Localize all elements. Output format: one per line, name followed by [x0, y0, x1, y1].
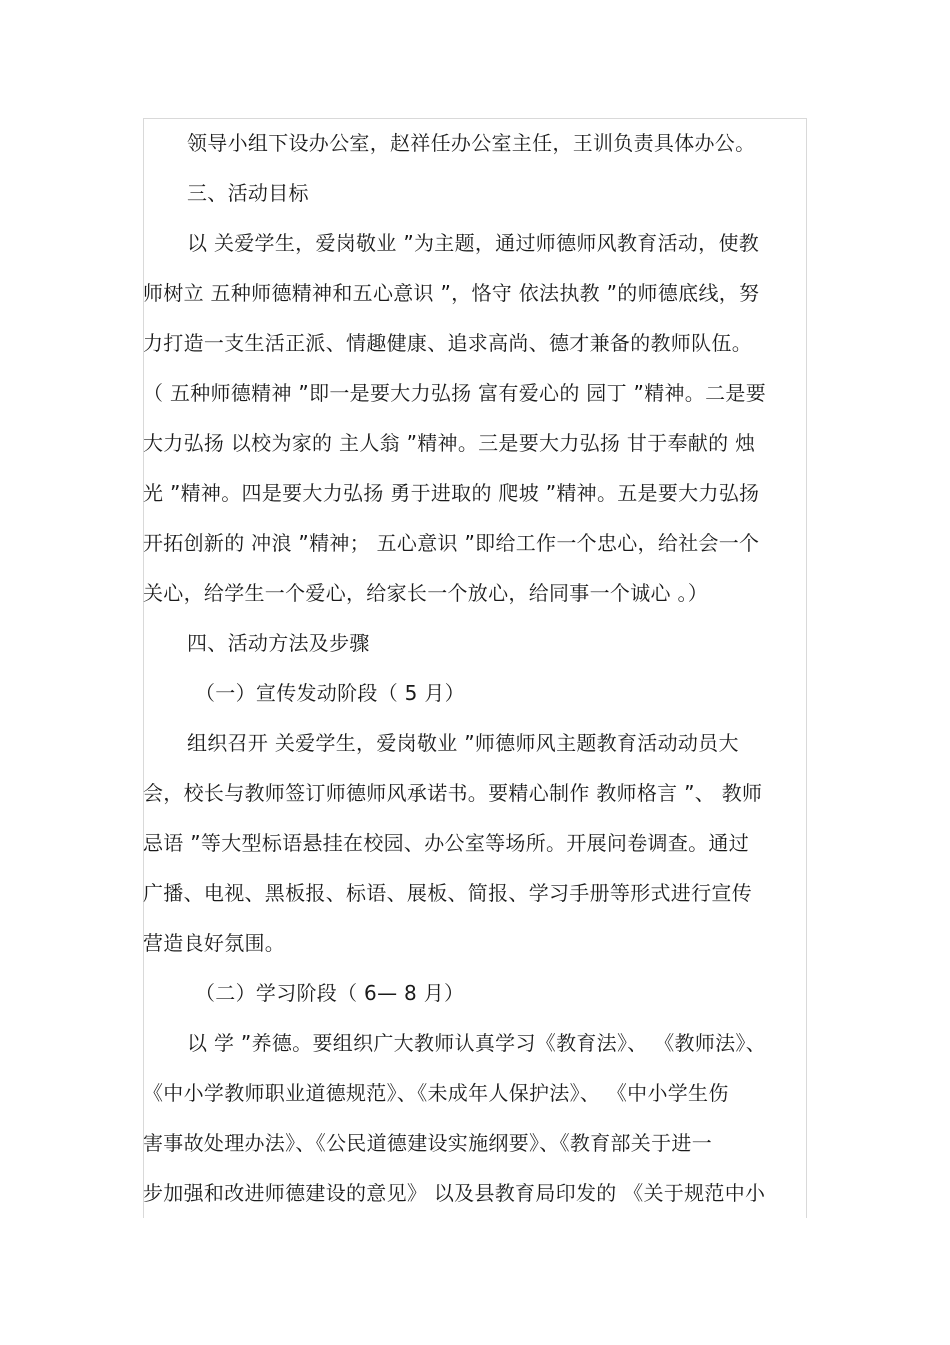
- paragraph-line: 步加强和改进师德建设的意见》 以及县教育局印发的 《关于规范中小: [143, 1181, 766, 1205]
- paragraph-line: 光 ”精神。四是要大力弘扬 勇于进取的 爬坡 ”精神。五是要大力弘扬: [143, 481, 760, 505]
- paragraph-line: （ 五种师德精神 ”即一是要大力弘扬 富有爱心的 园丁 ”精神。二是要: [143, 381, 767, 405]
- paragraph-line: 领导小组下设办公室，赵祥任办公室主任，王训负责具体办公。: [187, 131, 756, 155]
- paragraph-line: 《中小学教师职业道德规范》、《未成年人保护法》、 《中小学生伤: [143, 1081, 729, 1105]
- paragraph-line: 组织召开 关爱学生，爱岗敬业 ”师德师风主题教育活动动员大: [187, 731, 739, 755]
- subsection-heading: （二）学习阶段（ 6— 8 月）: [195, 981, 465, 1005]
- paragraph-line: 广播、电视、黑板报、标语、展板、简报、学习手册等形式进行宣传: [143, 881, 752, 905]
- paragraph-line: 以 学 ”养德。要组织广大教师认真学习《教育法》、 《教师法》、: [187, 1031, 767, 1055]
- paragraph-line: 忌语 ”等大型标语悬挂在校园、办公室等场所。开展问卷调查。通过: [143, 831, 750, 855]
- paragraph-line: 会，校长与教师签订师德师风承诺书。要精心制作 教师格言 ”、 教师: [143, 781, 763, 805]
- paragraph-line: 师树立 五种师德精神和五心意识 ”，恪守 依法执教 ”的师德底线，努: [143, 281, 760, 305]
- paragraph-line: 大力弘扬 以校为家的 主人翁 ”精神。三是要大力弘扬 甘于奉献的 烛: [143, 431, 756, 455]
- subsection-heading: （一）宣传发动阶段（ 5 月）: [195, 681, 465, 705]
- paragraph-line: 力打造一支生活正派、情趣健康、追求高尚、德才兼备的教师队伍。: [143, 331, 752, 355]
- section-heading: 四、活动方法及步骤: [187, 631, 370, 655]
- section-heading: 三、活动目标: [187, 181, 309, 205]
- paragraph-line: 害事故处理办法》、《公民道德建设实施纲要》、《教育部关于进一: [143, 1131, 712, 1155]
- paragraph-line: 开拓创新的 冲浪 ”精神； 五心意识 ”即给工作一个忠心，给社会一个: [143, 531, 760, 555]
- paragraph-line: 以 关爱学生，爱岗敬业 ”为主题，通过师德师风教育活动，使教: [187, 231, 760, 255]
- paragraph-line: 营造良好氛围。: [143, 931, 286, 955]
- document-body: [143, 118, 807, 1218]
- paragraph-line: 关心，给学生一个爱心，给家长一个放心，给同事一个诚心 。）: [143, 581, 709, 605]
